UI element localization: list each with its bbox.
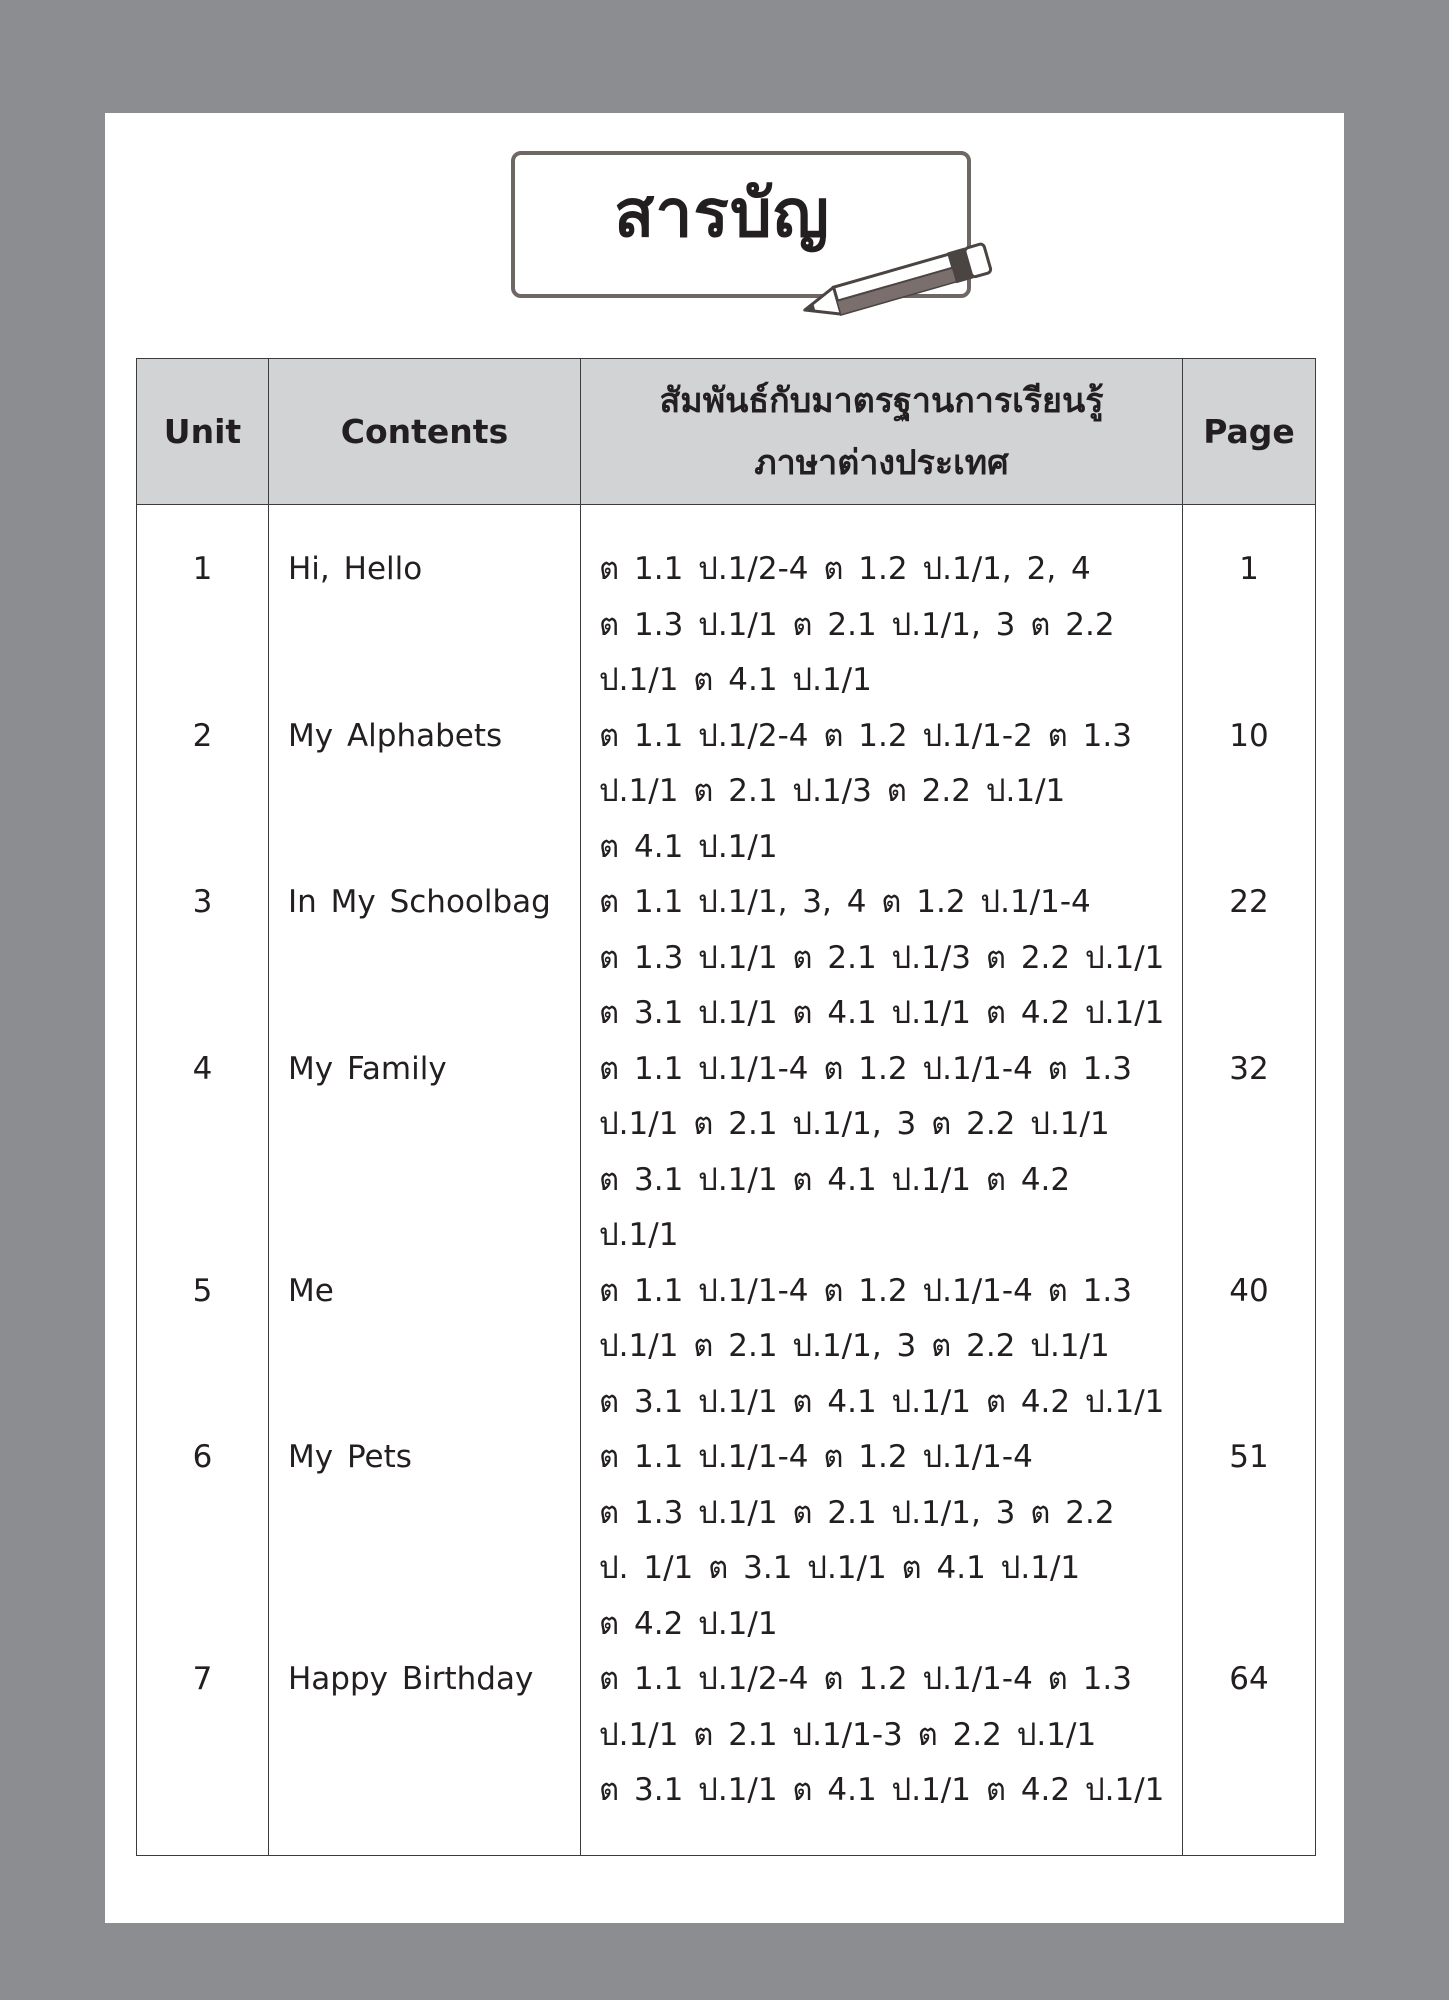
standards-line: ต 1.1 ป.1/2-4 ต 1.2 ป.1/1, 2, 4 <box>599 551 1091 587</box>
unit-number: 7 <box>137 1652 269 1855</box>
standards-cell <box>581 709 1183 876</box>
unit-number: 5 <box>137 1264 269 1431</box>
unit-number: 4 <box>137 1042 269 1264</box>
unit-number: 1 <box>137 505 269 709</box>
standards-line: ป.1/1 <box>599 1217 679 1253</box>
unit-title: Happy Birthday <box>269 1652 581 1855</box>
page-number: 1 <box>1183 505 1316 709</box>
standards-line: ป.1/1 ต 2.1 ป.1/1, 3 ต 2.2 ป.1/1 <box>599 1328 1110 1364</box>
document-page <box>105 113 1344 1923</box>
standards-cell <box>581 1652 1183 1855</box>
unit-title: My Pets <box>269 1430 581 1652</box>
table-row <box>137 1430 1316 1652</box>
page-number: 51 <box>1183 1430 1316 1652</box>
standards-line: ป.1/1 ต 4.1 ป.1/1 <box>599 662 872 698</box>
standards-line: ต 1.1 ป.1/2-4 ต 1.2 ป.1/1-2 ต 1.3 <box>599 717 1132 754</box>
header-standards-line1: สัมพันธ์กับมาตรฐานการเรียนรู้ <box>659 380 1104 421</box>
page-number: 22 <box>1183 875 1316 1042</box>
page-title: สารบัญ <box>614 175 830 252</box>
unit-number: 6 <box>137 1430 269 1652</box>
table-row <box>137 709 1316 876</box>
standards-cell <box>581 1042 1183 1264</box>
standards-line: ต 1.1 ป.1/1-4 ต 1.2 ป.1/1-4 <box>599 1439 1033 1475</box>
unit-number: 2 <box>137 709 269 876</box>
pencil-icon <box>793 231 1003 321</box>
header-standards-line2: ภาษาต่างประเทศ <box>754 442 1009 483</box>
unit-number: 3 <box>137 875 269 1042</box>
standards-line: ป.1/1 ต 2.1 ป.1/3 ต 2.2 ป.1/1 <box>599 773 1066 809</box>
table-row <box>137 505 1316 709</box>
standards-cell <box>581 505 1183 709</box>
unit-title: My Alphabets <box>269 709 581 876</box>
table-row <box>137 1652 1316 1855</box>
unit-title: Hi, Hello <box>269 505 581 709</box>
unit-title: In My Schoolbag <box>269 875 581 1042</box>
standards-line: ป.1/1 ต 2.1 ป.1/1, 3 ต 2.2 ป.1/1 <box>599 1106 1110 1142</box>
standards-line: ต 4.2 ป.1/1 <box>599 1605 778 1642</box>
standards-cell <box>581 1430 1183 1652</box>
standards-line: ต 3.1 ป.1/1 ต 4.1 ป.1/1 ต 4.2 ป.1/1 <box>599 995 1165 1031</box>
standards-line: ต 1.1 ป.1/2-4 ต 1.2 ป.1/1-4 ต 1.3 <box>599 1661 1132 1697</box>
table-row <box>137 875 1316 1042</box>
page-number: 10 <box>1183 709 1316 876</box>
header-contents: Contents <box>269 359 581 505</box>
standards-line: ต 1.3 ป.1/1 ต 2.1 ป.1/1, 3 ต 2.2 <box>599 606 1115 643</box>
standards-line: ต 1.1 ป.1/1, 3, 4 ต 1.2 ป.1/1-4 <box>599 884 1091 920</box>
standards-cell <box>581 1264 1183 1431</box>
table-row <box>137 1042 1316 1264</box>
standards-line: ต 3.1 ป.1/1 ต 4.1 ป.1/1 ต 4.2 ป.1/1 <box>599 1383 1165 1420</box>
standards-line: ต 1.3 ป.1/1 ต 2.1 ป.1/3 ต 2.2 ป.1/1 <box>599 939 1165 976</box>
table-header-row <box>137 359 1316 505</box>
standards-line: ต 3.1 ป.1/1 ต 4.1 ป.1/1 ต 4.2 <box>599 1161 1071 1198</box>
header-page: Page <box>1183 359 1316 505</box>
standards-line: ป. 1/1 ต 3.1 ป.1/1 ต 4.1 ป.1/1 <box>599 1550 1081 1586</box>
page-number: 40 <box>1183 1264 1316 1431</box>
contents-table <box>136 358 1316 1856</box>
unit-title: Me <box>269 1264 581 1431</box>
standards-line: ต 1.3 ป.1/1 ต 2.1 ป.1/1, 3 ต 2.2 <box>599 1494 1115 1531</box>
unit-title: My Family <box>269 1042 581 1264</box>
table-row <box>137 1264 1316 1431</box>
header-unit: Unit <box>137 359 269 505</box>
page-number: 32 <box>1183 1042 1316 1264</box>
standards-line: ต 1.1 ป.1/1-4 ต 1.2 ป.1/1-4 ต 1.3 <box>599 1272 1132 1309</box>
standards-cell <box>581 875 1183 1042</box>
standards-line: ต 3.1 ป.1/1 ต 4.1 ป.1/1 ต 4.2 ป.1/1 <box>599 1772 1165 1808</box>
header-standards <box>581 359 1183 505</box>
standards-line: ต 1.1 ป.1/1-4 ต 1.2 ป.1/1-4 ต 1.3 <box>599 1050 1132 1087</box>
standards-line: ต 4.1 ป.1/1 <box>599 828 778 865</box>
page-number: 64 <box>1183 1652 1316 1855</box>
standards-line: ป.1/1 ต 2.1 ป.1/1-3 ต 2.2 ป.1/1 <box>599 1716 1097 1753</box>
